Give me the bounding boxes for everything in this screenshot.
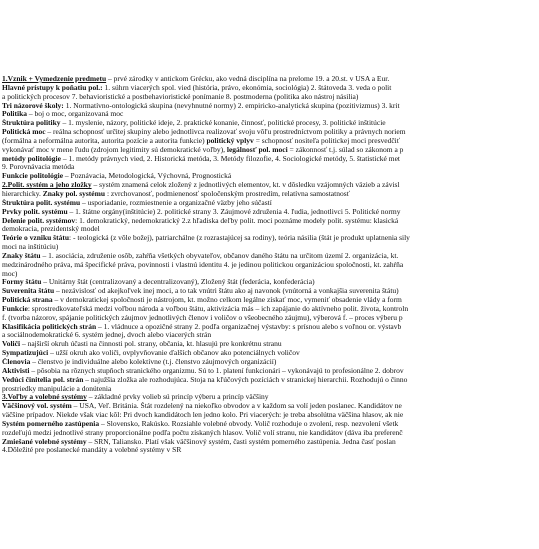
text-line	[2, 217, 539, 226]
text-segment: moc)	[2, 269, 18, 278]
text-line	[2, 402, 539, 411]
text-segment: = zákonnosť t.j. súlad so zákonom a p	[287, 145, 404, 154]
text-segment: – najširší okruh účasti na činnosti pol. strany, občania, kt. hlasujú pre konkrétnu stranu	[20, 340, 282, 349]
text-line	[2, 340, 539, 349]
text-segment: medzinárodného práva, má špecifické práva, povinnosti i vlastnú identitu 4. je jedinou politickou organizáciou spoločnosti, kt. zahŕňa	[2, 260, 404, 269]
text-line	[2, 172, 539, 181]
text-segment: – užší okruh ako voliči, ovplyvňovanie ďalších občanov ako potenciálnych voličov	[48, 349, 300, 358]
text-segment: vykonávať moc v mene ľudu (zdrojom legitimity sú demokratické voľby),	[2, 145, 227, 154]
text-segment: väčšine prípadov. Niekde však viac kôl: Pri dvoch kandidátoch len jedno kolo. Pri viacerých: je treba absolútna väčšina hlasov, ak nie	[2, 411, 404, 420]
text-line	[2, 446, 539, 455]
term-label: Formy štátu	[2, 278, 42, 287]
text-segment: 9. Porovnávacia metóda	[2, 163, 75, 172]
term-label: Systém pomerného zastúpenia	[2, 419, 100, 428]
term-label: metódy politológie	[2, 154, 61, 163]
text-line	[2, 261, 539, 270]
text-segment: : zvrchovanosť, podmienenosť spoločenským prostredím, relatívna samostatnosť	[105, 189, 350, 198]
text-segment: a sociálnodemokratické 6. systém jednej, dvoch alebo viacerých strán	[2, 331, 212, 340]
term-label: Voliči	[2, 340, 21, 349]
text-line	[2, 323, 539, 332]
text-segment: – 1. asociácia, združenie osôb, zahŕňa všetkých obyvateľov, občanov daného štátu na určitom území 2. organizácia, kt.	[40, 251, 399, 260]
text-line	[2, 137, 539, 146]
text-line	[2, 181, 539, 190]
text-segment: – základné prvky volieb sú princíp výberu a princíp väčšiny	[86, 393, 269, 402]
text-line	[2, 208, 539, 217]
text-line	[2, 155, 539, 164]
text-segment: – 1. vládnuce a opozičné strany 2. podľa organizačnej výstavby: s prísnou alebo s voľnou or. výstavb	[96, 322, 402, 331]
term-label: Prvky polit. systému	[2, 207, 68, 216]
term-label: Štruktúra polit. systému	[2, 198, 81, 207]
term-label: politický vplyv	[206, 136, 254, 145]
term-label: Tri názorové školy:	[2, 101, 64, 110]
text-line	[2, 243, 539, 252]
term-label: Hlavné prístupy k poňatiu pol.:	[2, 83, 103, 92]
text-line	[2, 146, 539, 155]
text-segment: : - teologická (z vôle božej), patriarchálne (z rozrastajúcej sa rodiny), teória násilia (štát je produkt uplatnenia sily	[69, 234, 410, 243]
text-line	[2, 349, 539, 358]
term-label: Aktivisti	[2, 366, 30, 375]
term-label: Suverenita štátu	[2, 287, 55, 296]
text-segment: – prvé zárodky v antickom Grécku, ako vedná disciplína na prelome 19. a 20.st. v USA a Eur.	[106, 75, 390, 83]
text-segment: – pôsobia na rôznych stupňoch stranického organizmu. Sú to 1. platení funkcionári – vykonávajú to profesionálne 2. dobrov	[29, 366, 404, 375]
text-segment: – systém znamená celok zložený z jednotlivých elementov, kt. v dôsledku vzájomných väzieb a závisl	[91, 181, 400, 190]
text-line	[2, 376, 539, 385]
text-segment: : 1. demokratický, nedemokratický 2.z hľadiska deľby polit. moci poznáme modely polit. systému: klasická	[75, 216, 399, 225]
text-segment: 1. súhrn viacerých spol. vied (história, právo, ekonómia, sociológia) 2. štátoveda 3. veda o polit	[102, 83, 392, 92]
text-segment: (formálna a neformálna autorita, autorita pozície a autorita funkcie)	[2, 136, 207, 145]
text-segment: prostriedky manipulácie a donútenia	[2, 384, 112, 393]
text-line	[2, 119, 539, 128]
term-label: Väčšinový vol. systém	[2, 402, 72, 411]
text-line	[2, 84, 539, 93]
text-line	[2, 385, 539, 394]
text-line	[2, 429, 539, 438]
text-segment: – Slovensko, Rakúsko. Rozsiahle volebné obvody. Volič rozhoduje o zvolení, resp. nezvolení všetk	[99, 419, 399, 428]
text-segment: a politických procesov 7. behavioristické a postbehavioristické ponímanie 8. postmoderna (politika ako nástroj násilia)	[2, 92, 359, 101]
term-label: Znaky pol. systému	[42, 189, 106, 198]
text-line	[2, 93, 539, 102]
text-line	[2, 420, 539, 429]
term-label: Politická moc	[2, 128, 46, 137]
term-label: 2.Polit. systém a jeho zložky	[2, 181, 92, 190]
text-line	[2, 331, 539, 340]
text-line	[2, 199, 539, 208]
text-line	[2, 393, 539, 402]
text-line	[2, 75, 539, 84]
text-line	[2, 234, 539, 243]
text-line	[2, 102, 539, 111]
term-label: Funkcie politológie	[2, 172, 64, 181]
term-label: Znaky štátu	[2, 251, 41, 260]
text-segment: – najužšia zložka ale rozhodujúca. Stoja na kľúčových pozíciách v stranickej hierarchii. Rozhodujú o činno	[83, 375, 408, 384]
text-segment: – SRN, Taliansko. Platí však väčšinový systém, časti systém pomerného zastúpenia. Jedna časť poslan	[86, 437, 396, 446]
text-line	[2, 314, 539, 323]
term-label: 1.Vznik + Vymedzenie predmetu	[2, 75, 107, 83]
text-segment: 4.Dôležité pre poslanecké mandáty a volebné systémy v SR	[2, 446, 182, 455]
text-segment: – v demokratickej spoločnosti je nástrojom, kt. možno celkom legálne získať moc, vymeniť obsadenie vlády a form	[52, 296, 402, 305]
term-label: Vedúci činitelia pol. strán	[2, 375, 84, 384]
text-line	[2, 438, 539, 447]
text-segment: – USA, Veľ. Británia. Štát rozdelený na niekoľko obvodov a v každom sa volí jeden poslanec. Kandidátov ne	[71, 402, 402, 411]
document-text-body	[2, 75, 539, 455]
text-segment: f. (tvorba názorov, spájanie politických záujmov jednotlivých členov i voličov o všeobecného záujmu), výberová f. – proces výberu p	[2, 313, 403, 322]
text-line	[2, 163, 539, 172]
text-segment: – nezávislosť od akejkoľvek inej moci, a to tak vnútri štátu ako aj navonok (vnútorná a vonkajšia suverenita štátu)	[54, 287, 399, 296]
term-label: Sympatizujúci	[2, 349, 49, 358]
text-segment: – 1. metódy právnych vied, 2. Historická metóda, 3. Metódy filozofie, 4. Sociologické metódy, 5. štatistické met	[60, 154, 400, 163]
text-line	[2, 411, 539, 420]
term-label: legálnosť pol. moci	[226, 145, 288, 154]
text-segment: – Poznávacia, Metodologická, Výchovná, Prognostická	[63, 172, 232, 181]
text-line	[2, 252, 539, 261]
text-line	[2, 296, 539, 305]
text-segment: : sprostredkovateľská medzi voľbou národa a voľbou štátu, aktivizácia más – ich zapájanie do aktívneho polit. života, kontroln	[27, 304, 409, 313]
text-line	[2, 358, 539, 367]
text-line	[2, 287, 539, 296]
term-label: Funkcie	[2, 304, 28, 313]
text-segment: – členstvo je individuálne alebo kolektívne (t.j. členstvo záujmových organizácií)	[30, 358, 277, 366]
text-segment: – 1. štátne orgány(inštitúcie) 2. politické strany 3. Záujmové združenia 4. ľudia, jednotlivci 5. Politické normy	[67, 207, 401, 216]
text-line	[2, 270, 539, 279]
text-line	[2, 190, 539, 199]
term-label: 3.Voľby a volebné systémy	[2, 393, 87, 402]
term-label: Klasifikácia politických strán	[2, 322, 97, 331]
text-line	[2, 128, 539, 137]
text-segment: hierarchicky.	[2, 189, 43, 198]
text-line	[2, 305, 539, 314]
term-label: Politická strana	[2, 296, 53, 305]
text-segment: 1. Normatívno-ontologická skupina (nevyhnutné normy) 2. empiricko-analytická skupina (pozitivizmus) 3. krit	[63, 101, 400, 110]
text-segment: – usporiadanie, rozmiestnenie a organizačné väzby jeho súčastí	[80, 198, 272, 207]
text-segment: – 1. myslenie, názory, politické ideje, 2. praktické konanie, činnosť, politické procesy, 3. politické inštitúcie	[60, 119, 386, 128]
text-segment: demokracia, prezidentský model	[2, 225, 100, 234]
text-line	[2, 367, 539, 376]
term-label: Členovia	[2, 358, 31, 366]
text-segment: rozdeľujú medzi jednotlivé strany proporcionálne podľa počtu získaných hlasov. Volič volí stranu, nie kandidátov (dáva iba preferenč	[2, 428, 403, 437]
term-label: Zmiešané volebné systémy	[2, 437, 87, 446]
text-segment: = schopnosť nositeľa politickej moci presvedčiť	[253, 136, 400, 145]
text-segment: moci na inštitúciu)	[2, 243, 59, 252]
term-label: Teórie o vzniku štátu	[2, 234, 70, 243]
text-segment: – Unitárny štát (centralizovaný a decentralizovaný), Zložený štát (federácia, konfederácia)	[41, 278, 315, 287]
term-label: Politika	[2, 110, 28, 119]
text-segment: – boj o moc, organizovaná moc	[27, 110, 124, 119]
term-label: Delenie polit. systémov	[2, 216, 76, 225]
text-line	[2, 225, 539, 234]
text-segment: – reálna schopnosť určitej skupiny alebo jednotlivca realizovať svoju vôľu prostredníctvom politiky a právnych noriem	[45, 128, 406, 137]
term-label: Štruktúra politiky	[2, 119, 61, 128]
text-line	[2, 110, 539, 119]
text-line	[2, 278, 539, 287]
